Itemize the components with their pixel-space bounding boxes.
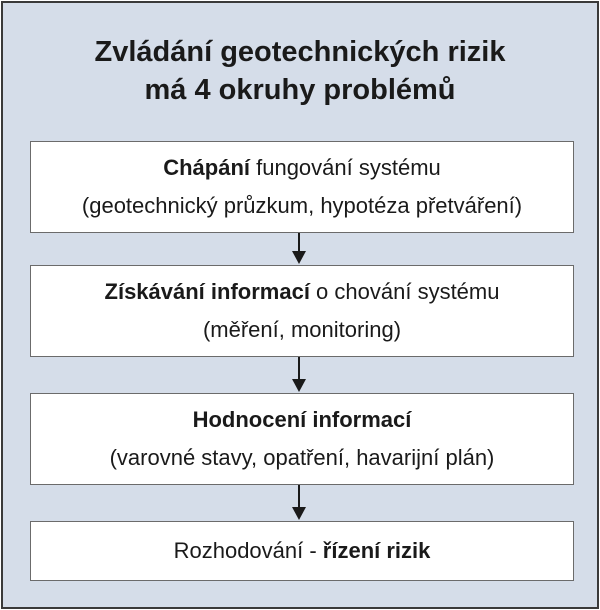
step-heading — [31, 273, 573, 311]
step-detail: (geotechnický průzkum, hypotéza přetváření) — [81, 193, 523, 218]
step-box-understanding — [30, 141, 574, 233]
step-box-information-gathering — [30, 265, 574, 357]
step-heading-bold: řízení rizik — [322, 538, 431, 563]
step-heading-bold: Získávání informací — [104, 279, 310, 304]
step-heading — [31, 149, 573, 187]
diagram-panel — [1, 1, 599, 609]
title-line-1: Zvládání geotechnických rizik — [94, 36, 506, 68]
arrow-down-icon — [289, 485, 309, 521]
step-box-information-evaluation — [30, 393, 574, 485]
arrow-down-icon — [289, 233, 309, 265]
arrow-down-icon — [289, 357, 309, 393]
step-heading-bold: Chápání — [163, 155, 250, 180]
step-heading — [31, 532, 573, 570]
step-heading-rest: o chování systému — [309, 279, 500, 304]
step-box-decision — [30, 521, 574, 581]
step-heading-rest: fungování systému — [250, 155, 441, 180]
step-detail: (měření, monitoring) — [202, 317, 402, 342]
step-detail: (varovné stavy, opatření, havarijní plán) — [109, 445, 495, 470]
step-heading-bold: Hodnocení informací — [192, 407, 412, 432]
diagram-title — [3, 33, 597, 109]
step-heading-prefix: Rozhodování - — [173, 538, 323, 563]
step-heading — [31, 401, 573, 439]
title-line-2: má 4 okruhy problémů — [144, 74, 456, 106]
